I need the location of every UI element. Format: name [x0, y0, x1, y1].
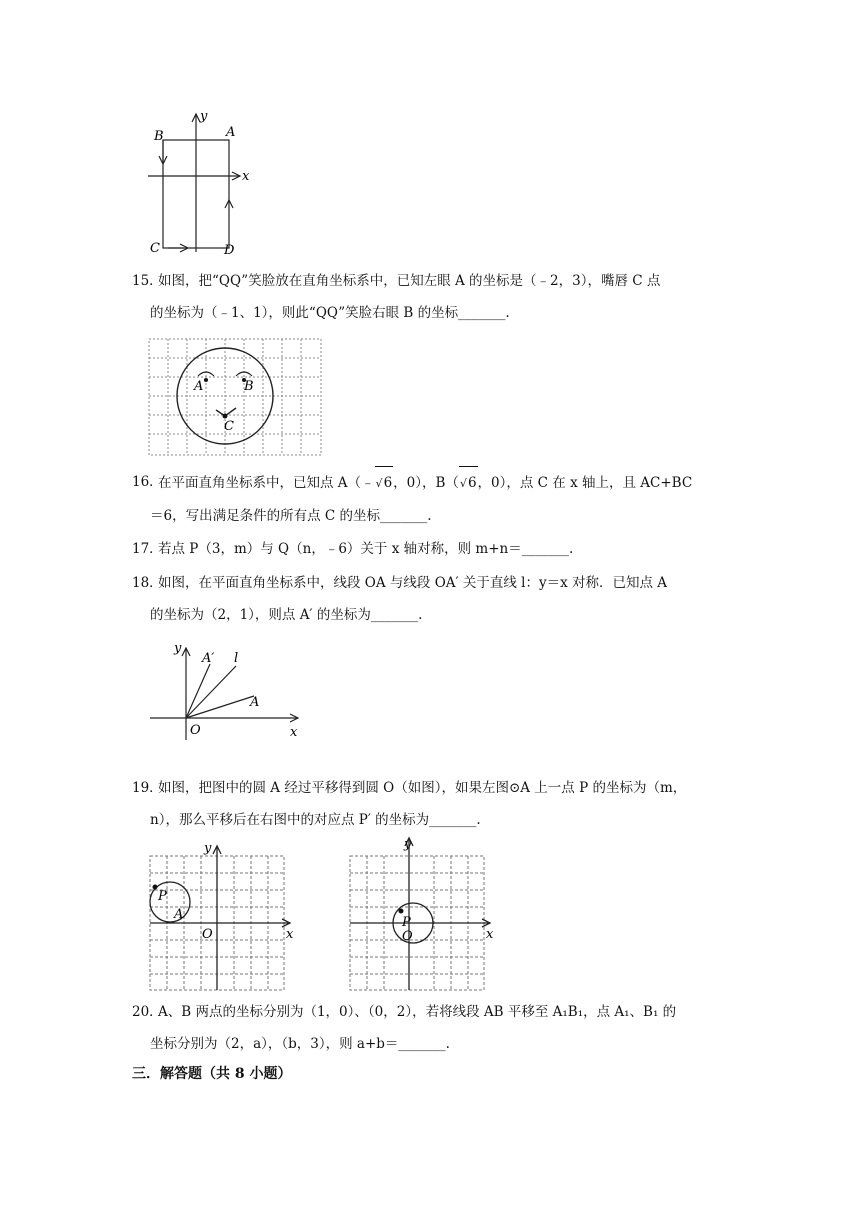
segment-OA-prime [186, 664, 210, 718]
question-number: 18． [132, 575, 163, 591]
x-label: x [242, 169, 250, 184]
question-18 [132, 567, 732, 631]
mouth-C-label: C [224, 419, 234, 434]
question-text-line2: 坐标分别为（2，a），（b，3），则 a+b＝_______. [150, 1036, 450, 1052]
point-P-prime [399, 909, 404, 914]
y-label: y [204, 842, 212, 856]
point-A-prime-label: A′ [202, 651, 215, 666]
eye-A-label: A [194, 379, 204, 394]
point-B-label: B [154, 129, 164, 144]
point-P [153, 885, 158, 890]
point-A-label: A [250, 695, 260, 710]
question-number: 16． [132, 474, 163, 490]
question-text-line1: 如图，把“QQ”笑脸放在直角坐标系中，已知左眼 A 的坐标是（﹣2，3），嘴唇 C 点 [158, 273, 661, 289]
sqrt-radicand: √6 [375, 466, 394, 500]
y-label: y [200, 109, 208, 124]
figure-q19-right-grid [348, 834, 498, 992]
section-heading: 三．解答题（共 8 小题） [132, 1066, 292, 1082]
line-l-label: l [234, 651, 239, 666]
question-20 [132, 996, 732, 1060]
x-label: x [286, 927, 294, 942]
question-text-line1: 如图，在平面直角坐标系中，线段 OA 与线段 OA′ 关于直线 l：y＝x 对称．已知点 A [158, 575, 668, 591]
center-A-label: A [174, 907, 184, 922]
point-P-label: P [402, 915, 411, 930]
origin-label: O [402, 929, 413, 944]
y-label: y [404, 837, 412, 852]
question-number: 17． [132, 541, 163, 557]
figure-q19-left-grid [148, 842, 298, 992]
point-P-label: P [158, 889, 167, 904]
origin-label: O [202, 927, 213, 942]
question-16 [132, 466, 732, 532]
sqrt-radicand: √6 [459, 466, 478, 500]
question-text-line2: 的坐标为（2，1），则点 A′ 的坐标为_______. [150, 607, 423, 623]
question-text-line2: n），那么平移后在右图中的对应点 P′ 的坐标为_______. [150, 812, 481, 828]
question-number: 15． [132, 273, 163, 289]
eye-B-label: B [244, 379, 254, 394]
question-text-line1: 如图，把图中的圆 A 经过平移得到圆 O（如图），如果左图⊙A 上一点 P 的坐标为（m， [158, 780, 687, 796]
question-text-line2: ＝6，写出满足条件的所有点 C 的坐标_______. [150, 508, 432, 524]
question-text-line1: 若点 P（3，m）与 Q（n，﹣6）关于 x 轴对称，则 m+n＝_______. [158, 541, 574, 557]
question-number: 20． [132, 1004, 163, 1020]
figure-q18-reflection [146, 638, 306, 742]
question-17 [132, 533, 732, 565]
figure-q14-rectangle [140, 104, 260, 256]
x-label: x [290, 725, 298, 740]
question-text-line1: A、B 两点的坐标分别为（1，0）、（0，2），若将线段 AB 平移至 A₁B₁，点 A₁、B₁ 的 [158, 1004, 677, 1020]
question-number: 19． [132, 780, 163, 796]
question-text-line1: 在平面直角坐标系中，已知点 A（﹣√6，0），B（√6，0），点 C 在 x 轴上，且 AC+BC [132, 466, 732, 500]
figure-q15-smiley-grid [148, 338, 323, 458]
point-D-label: D [224, 243, 235, 256]
origin-label: O [190, 723, 201, 738]
y-label: y [174, 641, 182, 656]
question-19 [132, 772, 732, 836]
x-label: x [486, 927, 494, 942]
point-A-label: A [226, 125, 236, 140]
question-text-line2: 的坐标为（﹣1、1），则此“QQ”笑脸右眼 B 的坐标_______. [150, 305, 510, 321]
question-15 [132, 265, 732, 329]
point-C-label: C [150, 241, 160, 256]
